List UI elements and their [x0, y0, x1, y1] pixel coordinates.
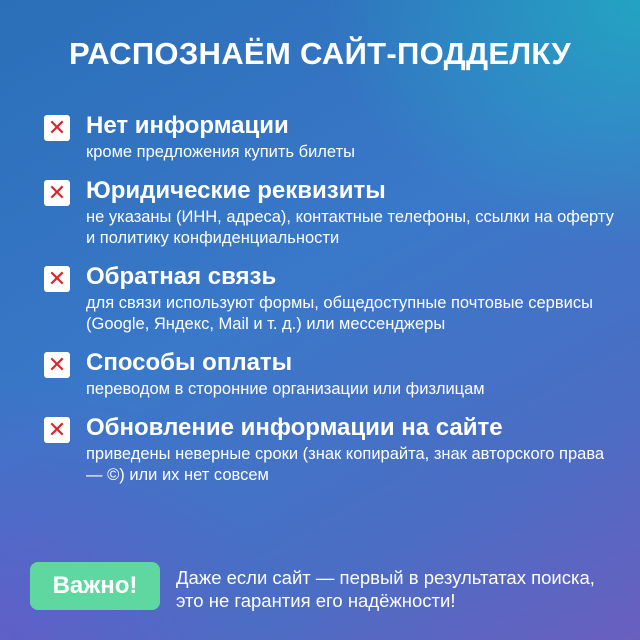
important-badge: Важно!: [30, 562, 160, 610]
item-description: не указаны (ИНН, адреса), контактные телефоны, ссылки на оферту и политику конфиденциальности: [86, 208, 614, 247]
warning-list: [44, 112, 624, 486]
item-title: Юридические реквизиты: [86, 177, 386, 204]
cross-mark-icon: ✕: [44, 115, 70, 141]
list-item: [44, 263, 624, 335]
item-description: переводом в сторонние организации или физлицам: [86, 380, 485, 398]
cross-mark-icon: ✕: [44, 180, 70, 206]
list-item: [44, 177, 624, 249]
item-description: для связи используют формы, общедоступные почтовые сервисы (Google, Яндекс, Mail и т. д.) или мессенджеры: [86, 294, 593, 333]
important-note: Даже если сайт — первый в результатах поиска, это не гарантия его надёжности!: [176, 567, 595, 611]
list-item: [44, 112, 624, 163]
cross-mark-icon: ✕: [44, 352, 70, 378]
cross-mark-icon: ✕: [44, 417, 70, 443]
item-title: Способы оплаты: [86, 349, 293, 376]
list-item: [44, 349, 624, 400]
list-item: [44, 414, 624, 486]
cross-mark-icon: ✕: [44, 266, 70, 292]
page-title: РАСПОЗНАЁМ САЙТ-ПОДДЕЛКУ: [68, 36, 572, 71]
item-description: приведены неверные сроки (знак копирайта, знак авторского права — ©) или их нет совсем: [86, 445, 605, 484]
item-title: Обратная связь: [86, 263, 277, 290]
item-description: кроме предложения купить билеты: [86, 143, 355, 161]
item-title: Нет информации: [86, 112, 289, 139]
item-title: Обновление информации на сайте: [86, 414, 503, 441]
